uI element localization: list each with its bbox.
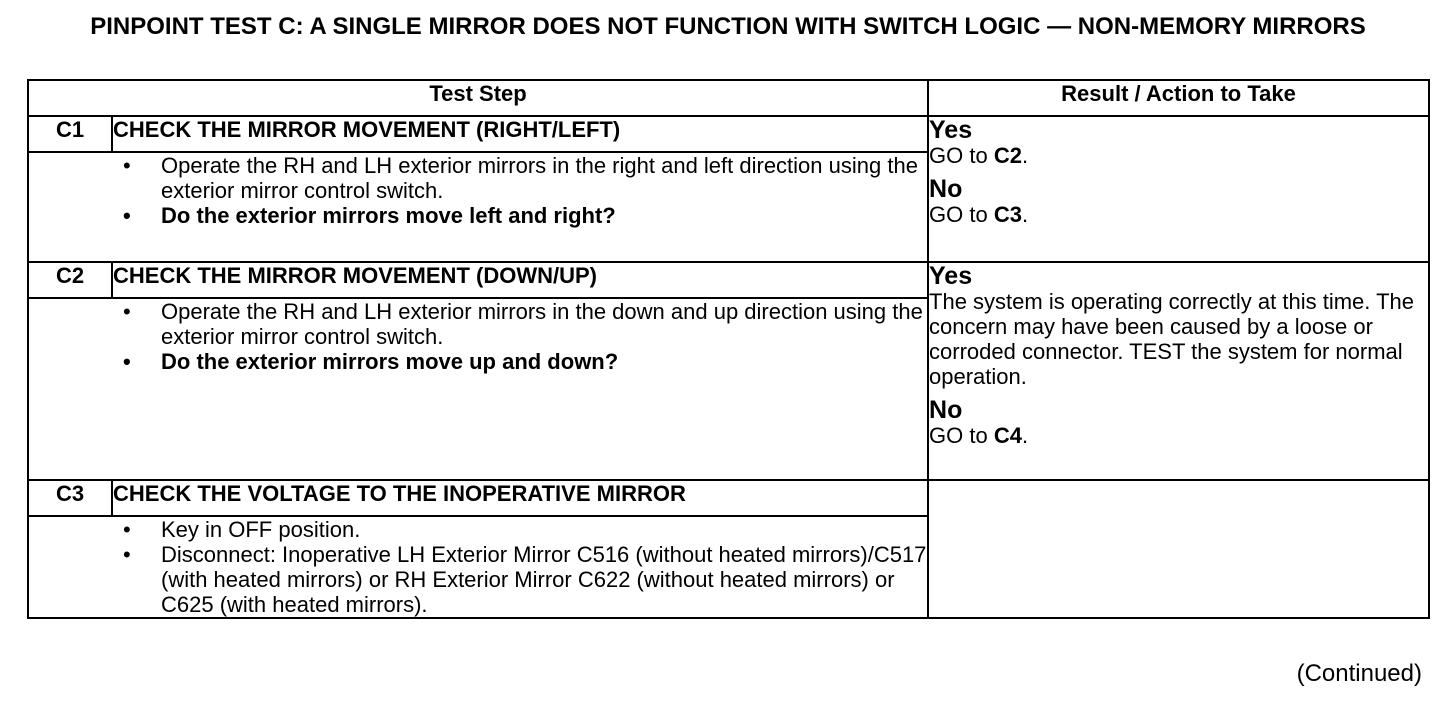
bullet-question: • Do the exterior mirrors move up and down? — [161, 349, 927, 374]
step-c2-body — [28, 298, 928, 480]
continued-note: (Continued) — [1296, 660, 1422, 687]
bullet-item: • Key in OFF position. — [161, 517, 927, 542]
bullet-item: • Operate the RH and LH exterior mirrors in the right and left direction using the exterior mirror control switch. — [161, 153, 927, 203]
step-c1-result — [928, 116, 1429, 262]
step-c1-title-row — [28, 116, 1429, 152]
yes-label: Yes — [929, 262, 973, 290]
step-title: CHECK THE MIRROR MOVEMENT (DOWN/UP) — [112, 262, 928, 298]
no-target-step: C4 — [993, 423, 1022, 448]
test-step-header: Test Step — [28, 80, 928, 116]
step-c2-bullets — [29, 299, 927, 374]
step-id: C3 — [28, 480, 112, 516]
step-c3-result — [928, 480, 1429, 618]
step-id: C1 — [28, 116, 112, 152]
no-action: GO to C3. — [929, 202, 1029, 227]
pinpoint-table — [27, 79, 1430, 619]
step-c1-body — [28, 152, 928, 262]
bullet-question: • Do the exterior mirrors move left and right? — [161, 203, 927, 228]
step-c1-bullets — [29, 153, 927, 228]
step-title: CHECK THE VOLTAGE TO THE INOPERATIVE MIRROR — [112, 480, 928, 516]
bullet-item: • Disconnect: Inoperative LH Exterior Mirror C516 (without heated mirrors)/C517 (with heated mirrors) or RH Exterior Mirror C622 (without heated mirrors) or C625 (with heated mirrors). — [161, 542, 927, 617]
step-c2-result — [928, 262, 1429, 480]
no-action: GO to C4. — [929, 423, 1029, 448]
yes-label: Yes — [929, 116, 973, 144]
no-label: No — [929, 175, 963, 203]
step-id: C2 — [28, 262, 112, 298]
yes-action: The system is operating correctly at this time. The concern may have been caused by a loose or corroded connector. TEST the system for normal operation. — [929, 289, 1415, 389]
result-header: Result / Action to Take — [928, 80, 1429, 116]
no-label: No — [929, 396, 963, 424]
step-title: CHECK THE MIRROR MOVEMENT (RIGHT/LEFT) — [112, 116, 928, 152]
no-target-step: C3 — [993, 202, 1022, 227]
step-c3-title-row — [28, 480, 1429, 516]
yes-target-step: C2 — [993, 143, 1022, 168]
yes-action: GO to C2. — [929, 143, 1029, 168]
bullet-item: • Operate the RH and LH exterior mirrors in the down and up direction using the exterior mirror control switch. — [161, 299, 927, 349]
step-c3-bullets — [29, 517, 927, 617]
page-title: PINPOINT TEST C: A SINGLE MIRROR DOES NOT FUNCTION WITH SWITCH LOGIC — NON-MEMORY MIRRORS — [90, 13, 1366, 40]
step-c2-title-row — [28, 262, 1429, 298]
table-header-row — [28, 80, 1429, 116]
step-c3-body — [28, 516, 928, 618]
